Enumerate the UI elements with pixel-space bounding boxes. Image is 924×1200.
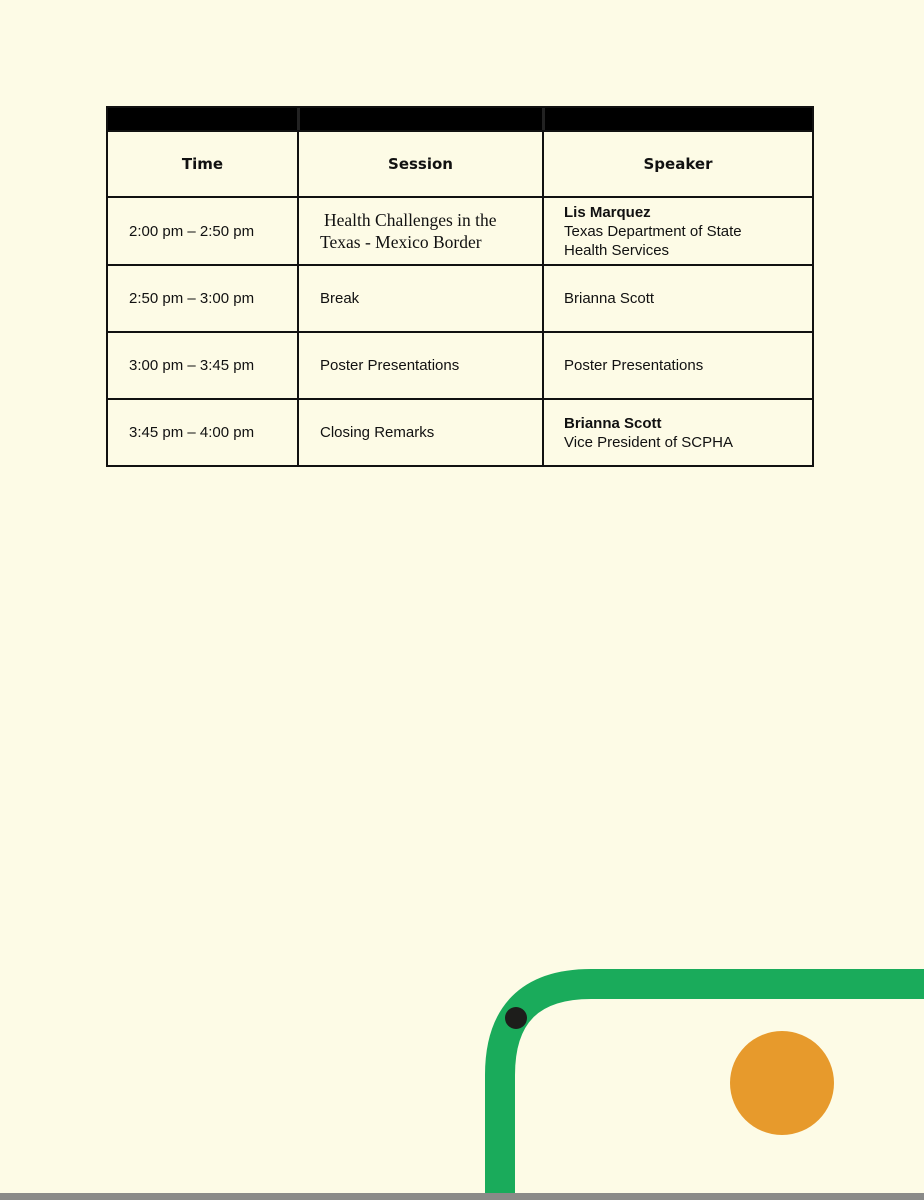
row4-speaker-title: Vice President of SCPHA: [564, 433, 733, 451]
black-dot: [505, 1007, 527, 1029]
page-bottom-edge: [0, 1193, 924, 1200]
row1-session-line1: Health Challenges in the: [324, 210, 497, 230]
row3-session: Poster Presentations: [320, 357, 460, 374]
row2-speaker: Brianna Scott: [564, 290, 655, 307]
orange-circle: [730, 1031, 834, 1135]
row4-time: 3:45 pm – 4:00 pm: [129, 424, 255, 441]
row3-time: 3:00 pm – 3:45 pm: [129, 357, 255, 374]
row3-speaker: Poster Presentations: [564, 357, 704, 374]
green-curved-stripe: [500, 984, 924, 1200]
row4-speaker-name: Brianna Scott: [564, 414, 662, 432]
row1-speaker-name: Lis Marquez: [564, 203, 651, 221]
row4-session: Closing Remarks: [320, 424, 435, 441]
header-speaker: Speaker: [643, 154, 713, 173]
row1-speaker-title-line2: Health Services: [564, 241, 670, 259]
row1-session-line2: Texas - Mexico Border: [320, 232, 482, 252]
row2-session: Break: [320, 290, 360, 307]
row1-time: 2:00 pm – 2:50 pm: [129, 222, 255, 240]
header-session: Session: [388, 154, 453, 173]
row2-time: 2:50 pm – 3:00 pm: [129, 290, 255, 307]
row1-speaker-title-line1: Texas Department of State: [564, 222, 742, 240]
header-time: Time: [181, 154, 224, 173]
